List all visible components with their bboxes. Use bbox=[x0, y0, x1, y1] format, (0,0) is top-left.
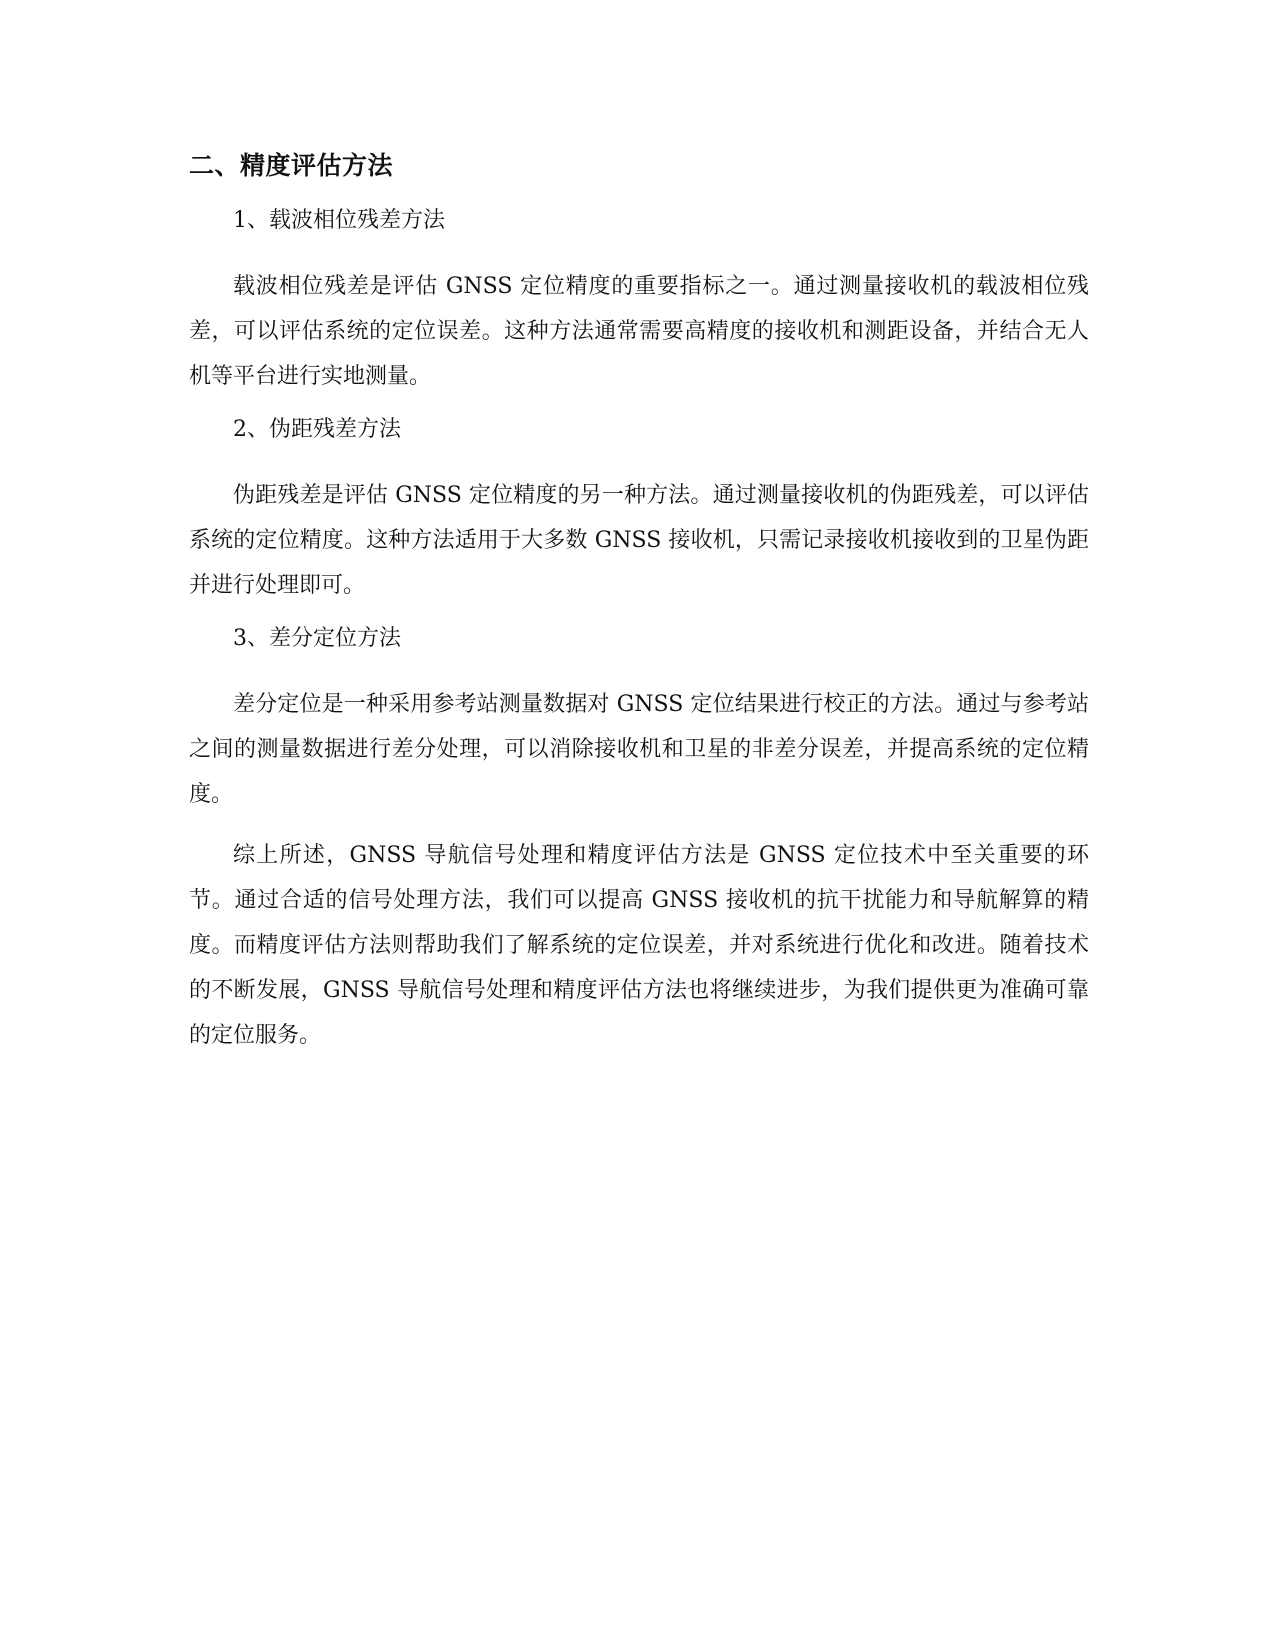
paragraph-3: 差分定位是一种采用参考站测量数据对 GNSS 定位结果进行校正的方法。通过与参考站之间的测量数据进行差分处理，可以消除接收机和卫星的非差分误差，并提高系统的定位精度。 bbox=[189, 692, 1089, 807]
paragraph-2: 伪距残差是评估 GNSS 定位精度的另一种方法。通过测量接收机的伪距残差，可以评估系统的定位精度。这种方法适用于大多数 GNSS 接收机，只需记录接收机接收到的卫星伪距并进行处理即可。 bbox=[189, 483, 1089, 598]
document-content bbox=[189, 148, 1089, 1074]
section-heading: 二、精度评估方法 bbox=[189, 151, 394, 180]
subsection-title-1: 1、载波相位残差方法 bbox=[233, 208, 445, 233]
subsection-title-3: 3、差分定位方法 bbox=[233, 626, 401, 651]
subsection-title-2: 2、伪距残差方法 bbox=[233, 417, 401, 442]
paragraph-1: 载波相位残差是评估 GNSS 定位精度的重要指标之一。通过测量接收机的载波相位残差，可以评估系统的定位误差。这种方法通常需要高精度的接收机和测距设备，并结合无人机等平台进行实地测量。 bbox=[189, 274, 1089, 389]
conclusion-paragraph: 综上所述，GNSS 导航信号处理和精度评估方法是 GNSS 定位技术中至关重要的环节。通过合适的信号处理方法，我们可以提高 GNSS 接收机的抗干扰能力和导航解算的精度。而精度评估方法则帮助我们了解系统的定位误差，并对系统进行优化和改进。随着技术的不断发展，GNSS 导航信号处理和精度评估方法也将继续进步，为我们提供更为准确可靠的定位服务。 bbox=[189, 843, 1089, 1048]
